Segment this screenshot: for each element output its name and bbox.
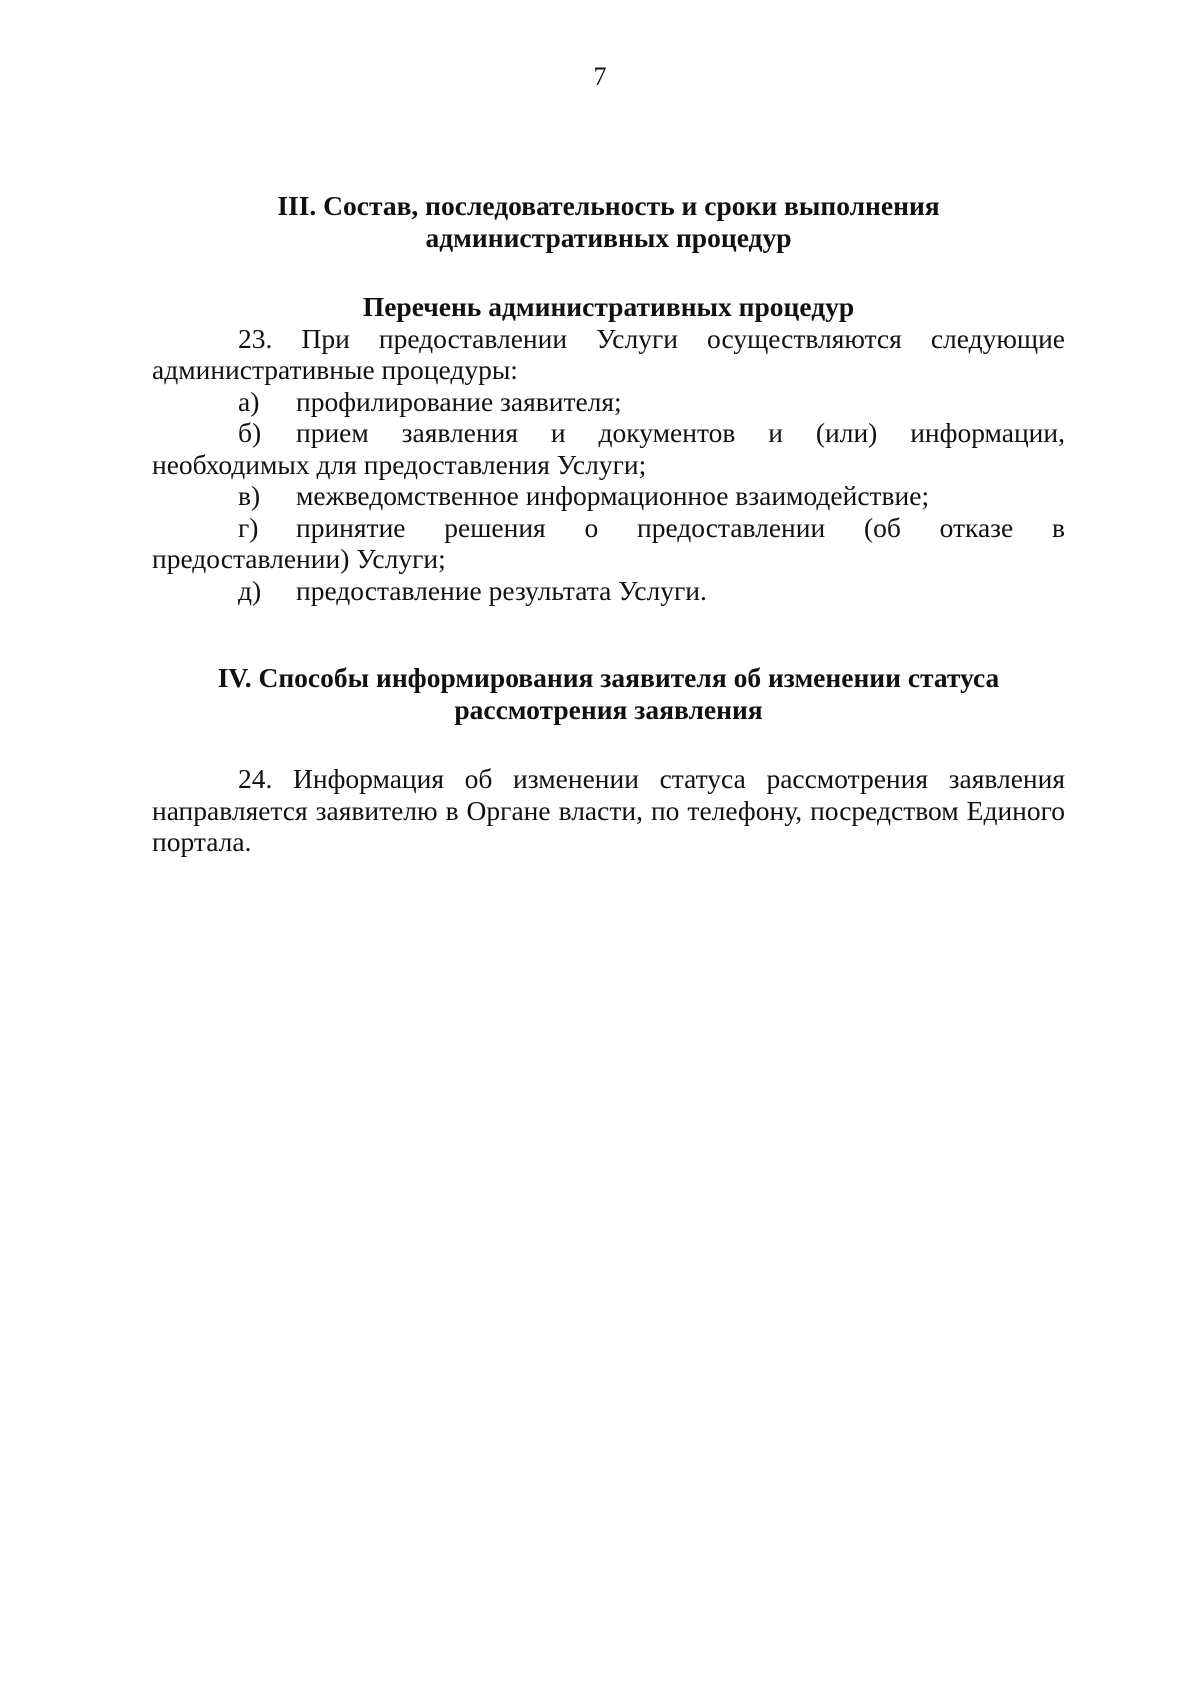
section-3-title-line2: административных процедур bbox=[425, 221, 792, 253]
section-4-title bbox=[152, 662, 1065, 725]
paragraph-24: 24. Информация об изменении статуса рассмотрения заявления направляется заявителю в Органе власти, по телефону, посредством Единого портала. bbox=[152, 763, 1065, 857]
list-item-marker: а) bbox=[238, 385, 260, 417]
list-item-v bbox=[152, 480, 1065, 512]
list-item-marker: б) bbox=[238, 417, 262, 448]
section-4-title-line1: IV. Способы информирования заявителя об изменении статуса bbox=[217, 662, 1000, 693]
section-3-subtitle: Перечень административных процедур bbox=[362, 291, 855, 322]
paragraph-23: 23. При предоставлении Услуги осуществляются следующие административные процедуры: bbox=[152, 322, 1065, 385]
section-3 bbox=[152, 190, 1065, 606]
list-item-marker: в) bbox=[238, 480, 261, 511]
section-4 bbox=[152, 662, 1065, 858]
list-item-a bbox=[152, 386, 1065, 418]
page-number: 7 bbox=[593, 62, 607, 91]
section-3-title-line1: III. Состав, последовательность и сроки выполнения bbox=[277, 190, 940, 221]
list-item-marker: г) bbox=[238, 511, 259, 543]
list-item-d bbox=[152, 575, 1065, 607]
section-3-title bbox=[152, 190, 1065, 253]
list-item-g bbox=[152, 512, 1065, 575]
list-item-marker: д) bbox=[238, 574, 262, 606]
list-item-b bbox=[152, 417, 1065, 480]
section-4-title-line2: рассмотрения заявления bbox=[454, 693, 763, 725]
list-item-text: прием заявления и документов и (или) информации, необходимых для предоставления Услуги; bbox=[152, 417, 1065, 480]
list-item-text: межведомственное информационное взаимодействие; bbox=[296, 480, 930, 511]
document-body bbox=[152, 190, 1065, 858]
list-item-text: профилирование заявителя; bbox=[296, 385, 622, 417]
list-item-text: принятие решения о предоставлении (об отказе в предоставлении) Услуги; bbox=[152, 511, 1065, 574]
list-item-text: предоставление результата Услуги. bbox=[296, 574, 707, 606]
